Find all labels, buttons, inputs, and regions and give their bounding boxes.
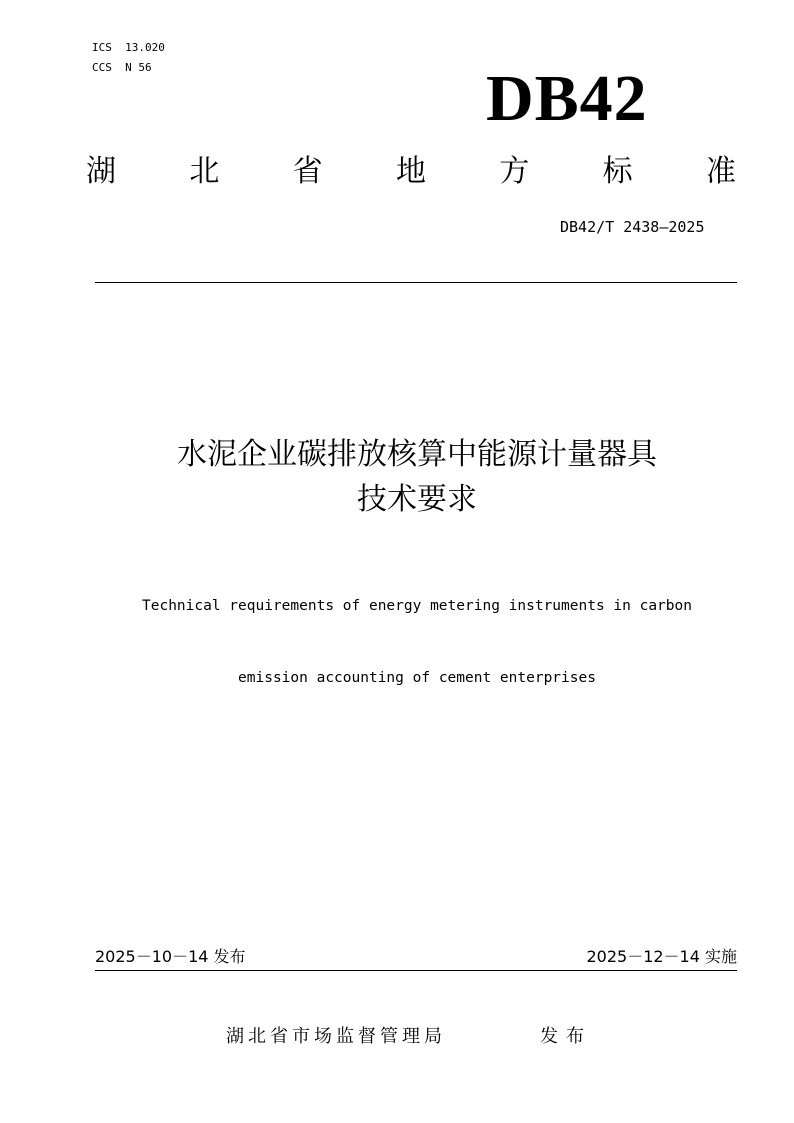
title-en-line-2: emission accounting of cement enterprises — [238, 670, 596, 686]
implementation-date: 2025－12－14 实施 — [586, 947, 737, 966]
standard-number: DB42/T 2438—2025 — [560, 218, 705, 236]
standard-type-heading — [86, 152, 736, 192]
ccs-code: CCS N 56 — [92, 61, 152, 74]
publisher-name: 湖北省市场监督管理局 — [226, 1026, 446, 1047]
title-en-line-1: Technical requirements of energy metering instruments in carbon — [142, 598, 692, 614]
standard-logo: DB42 — [486, 62, 648, 135]
footer-divider — [95, 970, 737, 971]
header-divider — [95, 282, 737, 283]
standard-type-char: 湖 — [86, 154, 116, 189]
title-cn-line-1: 水泥企业碳排放核算中能源计量器具 — [177, 437, 657, 472]
standard-type-char: 省 — [292, 154, 323, 189]
ics-code: ICS 13.020 — [92, 41, 165, 54]
standard-type-char: 北 — [189, 154, 220, 189]
title-cn-line-2: 技术要求 — [357, 482, 477, 517]
document-title-en — [0, 546, 794, 714]
publish-label: 发布 — [540, 1026, 592, 1047]
standard-type-char: 准 — [705, 154, 736, 189]
standard-type-char: 方 — [499, 154, 530, 189]
standard-type-char: 标 — [602, 154, 633, 189]
document-title-cn — [0, 432, 794, 522]
classification-codes — [92, 38, 165, 78]
issue-date: 2025－10－14 发布 — [95, 947, 246, 966]
standard-type-char: 地 — [395, 154, 426, 189]
